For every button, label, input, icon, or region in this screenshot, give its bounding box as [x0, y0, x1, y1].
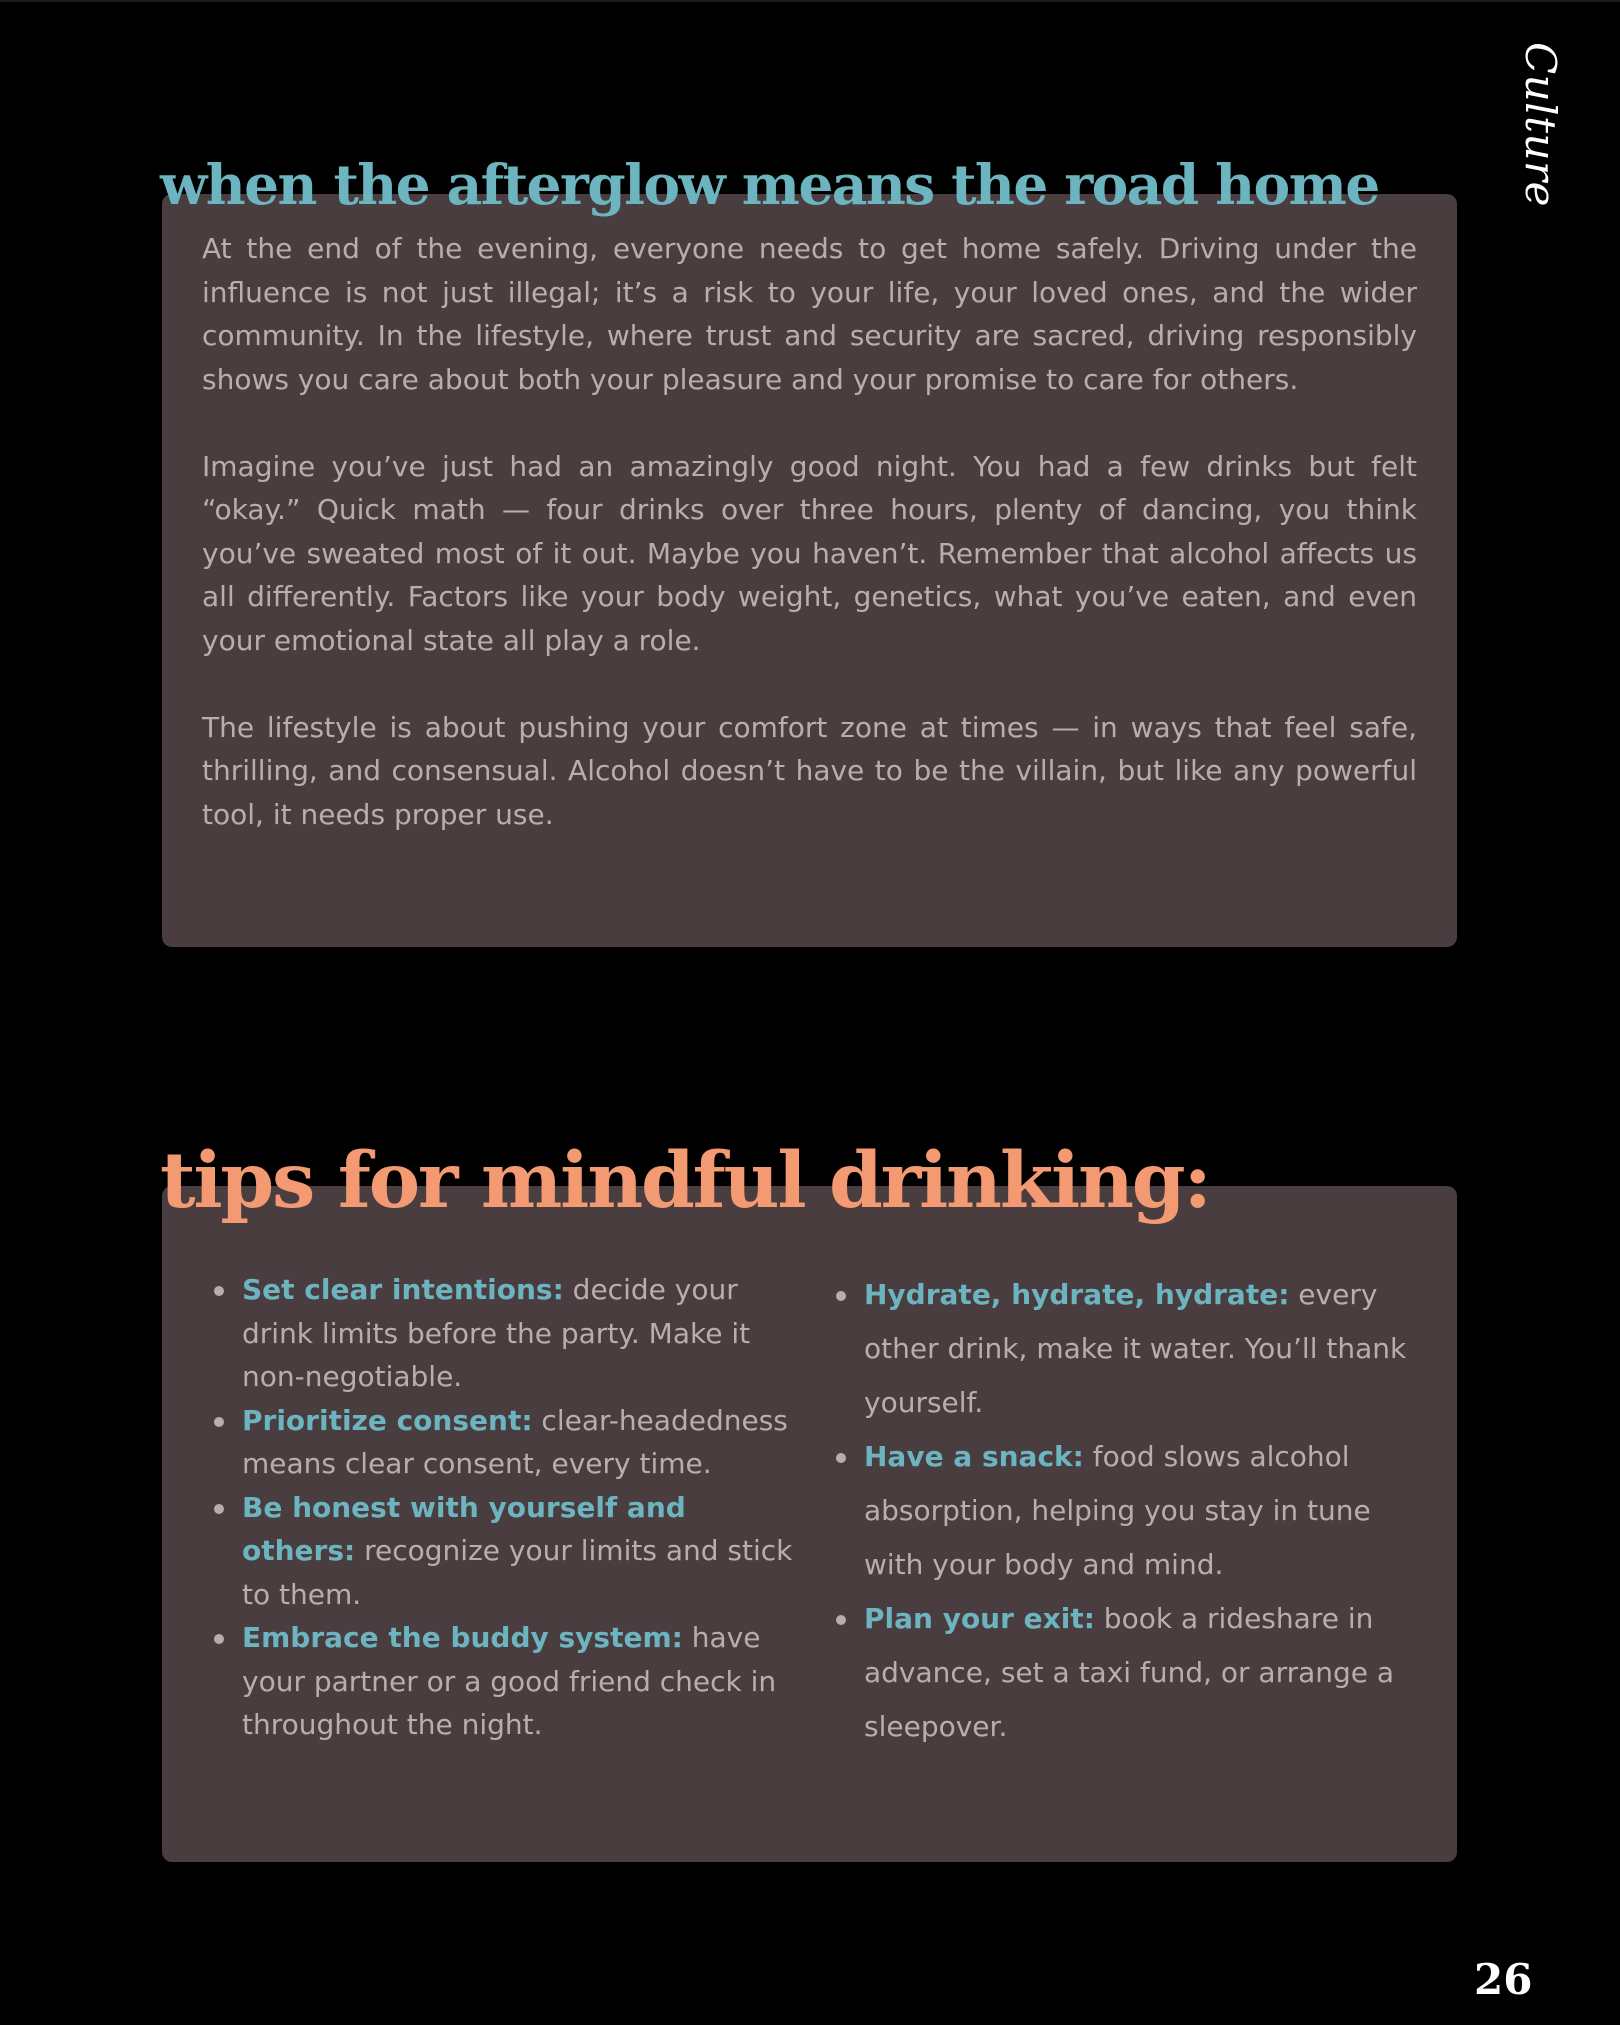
tip-text: have your partner or a good friend check in throughout the night. [242, 1621, 777, 1741]
section-label: Culture [1516, 42, 1565, 207]
tip-title: Embrace the buddy system: [242, 1621, 683, 1654]
page-number: 26 [1474, 1955, 1533, 2004]
tip-text: recognize your limits and stick to them. [242, 1534, 793, 1611]
bullet-icon [214, 1504, 224, 1514]
tip-title: Plan your exit: [864, 1602, 1095, 1635]
article-body [202, 227, 1417, 880]
tip-item [824, 1430, 1424, 1592]
bullet-icon [836, 1291, 846, 1301]
tip-text: decide your drink limits before the party. Make it non-negotiable. [242, 1273, 751, 1393]
bullet-icon [214, 1417, 224, 1427]
tip-title: Have a snack: [864, 1440, 1084, 1473]
tip-title: Set clear intentions: [242, 1273, 564, 1306]
tips-list [824, 1268, 1424, 1754]
article-paragraph: The lifestyle is about pushing your comfort zone at times — in ways that feel safe, thrilling, and consensual. Alcohol doesn’t have to be the villain, but like any powerful tool, it needs proper use. [202, 710, 1417, 831]
article-paragraph: Imagine you’ve just had an amazingly good night. You had a few drinks but felt “okay.” Quick math — four drinks over three hours, plenty of dancing, you think you’ve sweated most of it out. Maybe you haven’t. Remember that alcohol affects us all differently. Factors like your body weight, genetics, what you’ve eaten, and even your emotional state all play a role. [202, 449, 1417, 657]
bullet-icon [836, 1615, 846, 1625]
tips-heading: tips for mindful drinking: [160, 1136, 1210, 1226]
tip-item [202, 1486, 802, 1617]
tip-item [202, 1616, 802, 1747]
tip-item [202, 1268, 802, 1399]
tip-text: every other drink, make it water. You’ll thank yourself. [864, 1278, 1407, 1419]
tip-title: Be honest with yourself and others: [242, 1490, 686, 1567]
tip-text: food slows alcohol absorption, helping you stay in tune with your body and mind. [864, 1440, 1371, 1581]
tip-item [202, 1399, 802, 1486]
bullet-icon [214, 1634, 224, 1644]
tip-text: book a rideshare in advance, set a taxi fund, or arrange a sleepover. [864, 1602, 1395, 1743]
tip-title: Hydrate, hydrate, hydrate: [864, 1278, 1290, 1311]
tip-title: Prioritize consent: [242, 1403, 533, 1437]
tip-text: clear-headedness means clear consent, every time. [242, 1403, 788, 1480]
article-heading: when the afterglow means the road home [160, 152, 1379, 217]
tip-item [824, 1268, 1424, 1430]
tip-item [824, 1592, 1424, 1754]
bullet-icon [214, 1286, 224, 1296]
tips-column-left [202, 1268, 802, 1747]
top-rule [0, 0, 1620, 2]
bullet-icon [836, 1453, 846, 1463]
tips-column-right [824, 1268, 1424, 1754]
tips-list [202, 1268, 802, 1747]
article-paragraph: At the end of the evening, everyone needs to get home safely. Driving under the influence is not just illegal; it’s a risk to your life, your loved ones, and the wider community. In the lifestyle, where trust and security are sacred, driving responsibly shows you care about both your pleasure and your promise to care for others. [202, 232, 1417, 396]
